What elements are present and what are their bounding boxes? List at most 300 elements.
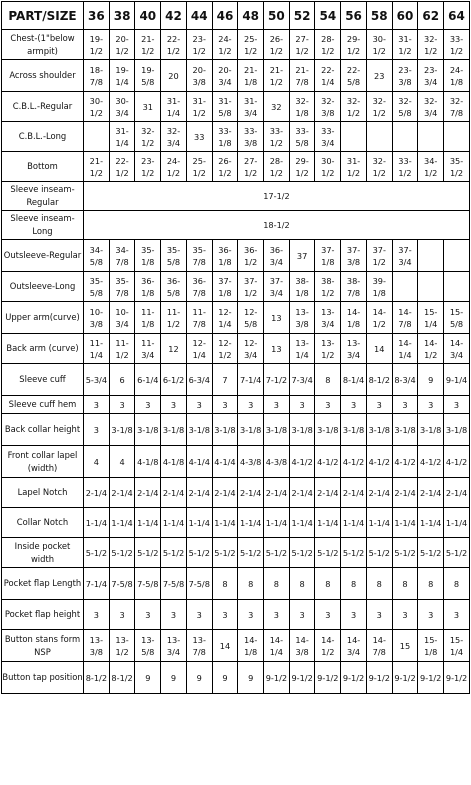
part-label: Button tap position	[2, 662, 84, 694]
measurement-value: 7-5/8	[186, 568, 212, 600]
measurement-row	[2, 364, 470, 396]
measurement-value: 30-1/2	[84, 92, 110, 122]
measurement-value: 2-1/4	[392, 478, 418, 508]
measurement-value: 13-1/4	[289, 334, 315, 364]
measurement-value: 20-3/8	[186, 60, 212, 92]
measurement-value: 4-1/8	[161, 446, 187, 478]
part-label: Pocket flap Length	[2, 568, 84, 600]
measurement-value: 36-3/4	[264, 240, 290, 272]
measurement-value: 31-5/8	[212, 92, 238, 122]
measurement-value-all-sizes: 18-1/2	[84, 211, 470, 240]
measurement-row	[2, 662, 470, 694]
measurement-value: 9-1/2	[289, 662, 315, 694]
measurement-value: 31-1/2	[186, 92, 212, 122]
measurement-value: 5-1/2	[341, 538, 367, 568]
measurement-value: 7-5/8	[109, 568, 135, 600]
measurement-value: 13	[264, 334, 290, 364]
measurement-value: 3-1/8	[315, 414, 341, 446]
part-label: Button stans form NSP	[2, 630, 84, 662]
measurement-value: 12-5/8	[238, 302, 264, 334]
measurement-value: 7	[212, 364, 238, 396]
measurement-value: 37-1/2	[238, 272, 264, 302]
measurement-value: 13-1/2	[315, 334, 341, 364]
measurement-value: 32-1/2	[366, 92, 392, 122]
measurement-value: 13	[264, 302, 290, 334]
part-label: C.B.L.-Long	[2, 122, 84, 152]
measurement-value: 8-1/2	[84, 662, 110, 694]
measurement-value: 23	[366, 60, 392, 92]
measurement-row	[2, 152, 470, 182]
measurement-value: 12-3/4	[238, 334, 264, 364]
measurement-value: 3	[392, 600, 418, 630]
measurement-value: 35-7/8	[186, 240, 212, 272]
measurement-value: 36-1/2	[238, 240, 264, 272]
size-header: 60	[392, 2, 418, 30]
measurement-value: 19-1/4	[109, 60, 135, 92]
measurement-row	[2, 182, 470, 211]
measurement-value: 8	[289, 568, 315, 600]
part-size-header: PART/SIZE	[2, 2, 84, 30]
measurement-value: 9-1/2	[392, 662, 418, 694]
part-label: Sleeve inseam-Long	[2, 211, 84, 240]
measurement-value: 3	[418, 600, 444, 630]
measurement-value: 3-1/8	[212, 414, 238, 446]
measurement-value: 3-1/8	[264, 414, 290, 446]
measurement-value	[392, 272, 418, 302]
measurement-value: 32-5/8	[392, 92, 418, 122]
measurement-value: 5-1/2	[418, 538, 444, 568]
measurement-row	[2, 240, 470, 272]
measurement-row	[2, 478, 470, 508]
measurement-value: 25-1/2	[238, 30, 264, 60]
measurement-value: 8	[341, 568, 367, 600]
measurement-value: 2-1/4	[109, 478, 135, 508]
measurement-value: 33-1/2	[264, 122, 290, 152]
part-label: Outsleeve-Long	[2, 272, 84, 302]
measurement-value: 3	[212, 396, 238, 414]
measurement-value: 9-1/2	[444, 662, 470, 694]
measurement-value: 4-1/8	[135, 446, 161, 478]
measurement-value: 28-1/2	[315, 30, 341, 60]
size-header: 58	[366, 2, 392, 30]
measurement-value: 2-1/4	[161, 478, 187, 508]
measurement-value: 2-1/4	[444, 478, 470, 508]
measurement-value: 32-3/4	[418, 92, 444, 122]
measurement-value: 34-5/8	[84, 240, 110, 272]
measurement-value: 11-1/2	[109, 334, 135, 364]
part-label: Sleeve inseam-Regular	[2, 182, 84, 211]
measurement-value: 3-1/8	[392, 414, 418, 446]
measurement-value: 2-1/4	[341, 478, 367, 508]
measurement-value: 14-7/8	[392, 302, 418, 334]
measurement-value	[418, 272, 444, 302]
measurement-value: 34-7/8	[109, 240, 135, 272]
measurement-value: 37-1/8	[212, 272, 238, 302]
measurement-value: 5-1/2	[186, 538, 212, 568]
measurement-value: 35-5/8	[84, 272, 110, 302]
measurement-value: 38-1/2	[315, 272, 341, 302]
size-header: 42	[161, 2, 187, 30]
measurement-value: 13-7/8	[186, 630, 212, 662]
measurement-value: 1-1/4	[366, 508, 392, 538]
measurement-value: 3-1/8	[135, 414, 161, 446]
measurement-value: 4-1/2	[366, 446, 392, 478]
measurement-value: 4-1/4	[186, 446, 212, 478]
measurement-value: 33-1/2	[444, 30, 470, 60]
measurement-value: 3	[135, 396, 161, 414]
measurement-value: 4	[109, 446, 135, 478]
measurement-value: 3	[289, 600, 315, 630]
measurement-value: 13-3/4	[315, 302, 341, 334]
measurement-value: 9-1/2	[315, 662, 341, 694]
measurement-value: 37-1/8	[315, 240, 341, 272]
measurement-row	[2, 568, 470, 600]
measurement-value: 3	[186, 600, 212, 630]
measurement-value: 3	[418, 396, 444, 414]
measurement-value: 12-1/4	[212, 302, 238, 334]
measurement-value: 5-1/2	[238, 538, 264, 568]
measurement-value: 32-7/8	[444, 92, 470, 122]
measurement-value: 21-1/2	[84, 152, 110, 182]
measurement-value: 2-1/4	[418, 478, 444, 508]
measurement-value: 37-1/2	[366, 240, 392, 272]
measurement-value: 4-3/8	[238, 446, 264, 478]
size-chart-table	[1, 1, 470, 694]
size-header: 54	[315, 2, 341, 30]
measurement-value: 11-1/4	[84, 334, 110, 364]
measurement-value: 1-1/4	[212, 508, 238, 538]
measurement-value: 14-3/4	[341, 630, 367, 662]
measurement-value: 9	[418, 364, 444, 396]
measurement-value: 3	[315, 600, 341, 630]
measurement-value: 26-1/2	[212, 152, 238, 182]
measurement-value: 20-1/2	[109, 30, 135, 60]
measurement-value: 3	[341, 396, 367, 414]
measurement-value: 2-1/4	[289, 478, 315, 508]
measurement-value: 13-3/8	[289, 302, 315, 334]
measurement-value: 2-1/4	[238, 478, 264, 508]
measurement-value: 3	[444, 600, 470, 630]
measurement-value: 14	[212, 630, 238, 662]
measurement-value: 8	[212, 568, 238, 600]
part-label: Across shoulder	[2, 60, 84, 92]
measurement-value: 6	[109, 364, 135, 396]
measurement-value: 14-7/8	[366, 630, 392, 662]
measurement-value: 38-7/8	[341, 272, 367, 302]
size-header: 62	[418, 2, 444, 30]
measurement-value: 25-1/2	[186, 152, 212, 182]
measurement-value: 2-1/4	[315, 478, 341, 508]
measurement-row	[2, 272, 470, 302]
measurement-value: 12-1/4	[186, 334, 212, 364]
measurement-value: 4-1/2	[444, 446, 470, 478]
size-header: 44	[186, 2, 212, 30]
measurement-value: 30-3/4	[109, 92, 135, 122]
measurement-value: 3	[238, 396, 264, 414]
measurement-value: 3-1/8	[366, 414, 392, 446]
measurement-value: 10-3/8	[84, 302, 110, 334]
measurement-value: 4	[84, 446, 110, 478]
measurement-value: 15-1/4	[444, 630, 470, 662]
measurement-value: 23-3/8	[392, 60, 418, 92]
measurement-value: 14-1/8	[341, 302, 367, 334]
size-header: 56	[341, 2, 367, 30]
measurement-value: 38-1/8	[289, 272, 315, 302]
measurement-value: 3-1/8	[289, 414, 315, 446]
part-label: Front collar lapel (width)	[2, 446, 84, 478]
measurement-row	[2, 396, 470, 414]
measurement-row	[2, 600, 470, 630]
measurement-value: 7-5/8	[161, 568, 187, 600]
size-header: 64	[444, 2, 470, 30]
measurement-value: 3-1/8	[161, 414, 187, 446]
measurement-value: 3	[392, 396, 418, 414]
measurement-value: 35-1/8	[135, 240, 161, 272]
measurement-value: 1-1/4	[315, 508, 341, 538]
measurement-value: 4-1/2	[392, 446, 418, 478]
measurement-value: 14-1/4	[264, 630, 290, 662]
measurement-value: 24-1/2	[161, 152, 187, 182]
measurement-value: 1-1/4	[84, 508, 110, 538]
measurement-value: 1-1/4	[238, 508, 264, 538]
measurement-value: 31-1/2	[392, 30, 418, 60]
measurement-value: 31-1/2	[341, 152, 367, 182]
measurement-value: 8-3/4	[392, 364, 418, 396]
measurement-row	[2, 446, 470, 478]
measurement-value: 12	[161, 334, 187, 364]
measurement-value: 28-1/2	[264, 152, 290, 182]
measurement-value	[418, 240, 444, 272]
measurement-value: 32-1/2	[135, 122, 161, 152]
size-header: 52	[289, 2, 315, 30]
measurement-value: 9	[238, 662, 264, 694]
measurement-value: 33-3/4	[315, 122, 341, 152]
measurement-value	[444, 272, 470, 302]
measurement-value: 5-1/2	[366, 538, 392, 568]
measurement-value: 20-3/4	[212, 60, 238, 92]
measurement-value: 14-3/8	[289, 630, 315, 662]
measurement-value: 3	[238, 600, 264, 630]
measurement-value: 32-1/2	[366, 152, 392, 182]
measurement-value: 2-1/4	[135, 478, 161, 508]
part-label: Upper arm(curve)	[2, 302, 84, 334]
measurement-value: 4-3/8	[264, 446, 290, 478]
measurement-value: 33-1/8	[212, 122, 238, 152]
measurement-value: 23-3/4	[418, 60, 444, 92]
measurement-value: 15-1/8	[418, 630, 444, 662]
measurement-value: 14-1/4	[392, 334, 418, 364]
part-label: Sleeve cuff	[2, 364, 84, 396]
measurement-value: 2-1/4	[84, 478, 110, 508]
measurement-value: 8-1/4	[341, 364, 367, 396]
measurement-value: 1-1/4	[289, 508, 315, 538]
measurement-value: 2-1/4	[186, 478, 212, 508]
measurement-value	[84, 122, 110, 152]
measurement-value: 3	[84, 396, 110, 414]
part-label: C.B.L.-Regular	[2, 92, 84, 122]
measurement-row	[2, 334, 470, 364]
measurement-value: 5-1/2	[109, 538, 135, 568]
measurement-value: 19-5/8	[135, 60, 161, 92]
measurement-value: 27-1/2	[289, 30, 315, 60]
measurement-value: 1-1/4	[264, 508, 290, 538]
measurement-row	[2, 30, 470, 60]
measurement-value: 35-7/8	[109, 272, 135, 302]
measurement-value: 35-1/2	[444, 152, 470, 182]
measurement-value: 14-1/8	[238, 630, 264, 662]
measurement-value: 3	[186, 396, 212, 414]
measurement-row	[2, 508, 470, 538]
size-header: 46	[212, 2, 238, 30]
header-row	[2, 2, 470, 30]
measurement-value: 23-1/2	[186, 30, 212, 60]
measurement-value: 3	[444, 396, 470, 414]
measurement-value: 31-3/4	[238, 92, 264, 122]
measurement-value: 37-3/4	[264, 272, 290, 302]
measurement-value: 6-1/4	[135, 364, 161, 396]
measurement-value: 29-1/2	[289, 152, 315, 182]
measurement-row	[2, 92, 470, 122]
part-label: Outsleeve-Regular	[2, 240, 84, 272]
measurement-value: 9	[135, 662, 161, 694]
measurement-value: 5-1/2	[84, 538, 110, 568]
measurement-value: 9-1/2	[264, 662, 290, 694]
measurement-value: 3	[212, 600, 238, 630]
measurement-value: 35-5/8	[161, 240, 187, 272]
measurement-value: 14-1/2	[315, 630, 341, 662]
measurement-value	[444, 122, 470, 152]
measurement-value: 3	[366, 600, 392, 630]
measurement-row	[2, 538, 470, 568]
measurement-value: 9	[161, 662, 187, 694]
measurement-value: 3	[109, 600, 135, 630]
measurement-value	[392, 122, 418, 152]
measurement-value: 33-1/2	[392, 152, 418, 182]
measurement-value: 24-1/2	[212, 30, 238, 60]
measurement-row	[2, 60, 470, 92]
measurement-row	[2, 211, 470, 240]
part-label: Chest-(1"below armpit)	[2, 30, 84, 60]
size-header: 48	[238, 2, 264, 30]
measurement-value: 24-1/8	[444, 60, 470, 92]
measurement-value: 13-3/4	[161, 630, 187, 662]
measurement-value: 5-1/2	[444, 538, 470, 568]
measurement-value: 32-1/2	[341, 92, 367, 122]
part-label: Lapel Notch	[2, 478, 84, 508]
measurement-value: 8	[315, 568, 341, 600]
measurement-value: 1-1/4	[186, 508, 212, 538]
measurement-value: 30-1/2	[315, 152, 341, 182]
measurement-value: 15-5/8	[444, 302, 470, 334]
measurement-value: 36-1/8	[212, 240, 238, 272]
measurement-value: 4-1/2	[418, 446, 444, 478]
measurement-value: 7-1/4	[84, 568, 110, 600]
measurement-value: 21-7/8	[289, 60, 315, 92]
measurement-value: 1-1/4	[418, 508, 444, 538]
measurement-value-all-sizes: 17-1/2	[84, 182, 470, 211]
measurement-value: 4-1/4	[212, 446, 238, 478]
measurement-value: 33-3/8	[238, 122, 264, 152]
measurement-value: 1-1/4	[161, 508, 187, 538]
measurement-value: 26-1/2	[264, 30, 290, 60]
measurement-value: 31	[135, 92, 161, 122]
measurement-value	[444, 240, 470, 272]
measurement-value: 3-1/8	[238, 414, 264, 446]
measurement-value: 1-1/4	[135, 508, 161, 538]
measurement-value: 8	[238, 568, 264, 600]
measurement-value: 3	[315, 396, 341, 414]
measurement-value: 14-1/2	[418, 334, 444, 364]
measurement-value: 29-1/2	[341, 30, 367, 60]
measurement-value: 3	[161, 600, 187, 630]
measurement-value: 3	[135, 600, 161, 630]
measurement-value: 4-1/2	[289, 446, 315, 478]
measurement-value: 8	[418, 568, 444, 600]
measurement-value: 4-1/2	[315, 446, 341, 478]
measurement-value: 8	[392, 568, 418, 600]
measurement-value: 14	[366, 334, 392, 364]
measurement-value: 3	[84, 414, 110, 446]
measurement-value: 19-1/2	[84, 30, 110, 60]
measurement-value	[341, 122, 367, 152]
measurement-value: 9-1/2	[341, 662, 367, 694]
size-header: 40	[135, 2, 161, 30]
measurement-value: 20	[161, 60, 187, 92]
measurement-value: 8	[444, 568, 470, 600]
measurement-row	[2, 302, 470, 334]
size-header: 38	[109, 2, 135, 30]
size-header: 50	[264, 2, 290, 30]
measurement-value: 4-1/2	[341, 446, 367, 478]
measurement-row	[2, 414, 470, 446]
measurement-value: 3-1/8	[186, 414, 212, 446]
measurement-value: 5-1/2	[315, 538, 341, 568]
measurement-value: 8-1/2	[366, 364, 392, 396]
measurement-value: 33-5/8	[289, 122, 315, 152]
measurement-value: 36-5/8	[161, 272, 187, 302]
part-label: Sleeve cuff hem	[2, 396, 84, 414]
measurement-value	[418, 122, 444, 152]
measurement-value: 32-1/2	[418, 30, 444, 60]
measurement-value: 3	[161, 396, 187, 414]
measurement-value: 3-1/8	[109, 414, 135, 446]
part-label: Pocket flap height	[2, 600, 84, 630]
measurement-value: 8	[315, 364, 341, 396]
part-label: Collar Notch	[2, 508, 84, 538]
measurement-value: 32-3/4	[161, 122, 187, 152]
measurement-value: 15	[392, 630, 418, 662]
measurement-value: 12-1/2	[212, 334, 238, 364]
measurement-value: 31-1/4	[109, 122, 135, 152]
measurement-value: 14-3/4	[444, 334, 470, 364]
measurement-value: 34-1/2	[418, 152, 444, 182]
measurement-value: 23-1/2	[135, 152, 161, 182]
measurement-value: 13-5/8	[135, 630, 161, 662]
measurement-value: 14-1/2	[366, 302, 392, 334]
measurement-value: 1-1/4	[341, 508, 367, 538]
measurement-value: 6-1/2	[161, 364, 187, 396]
measurement-value: 13-3/8	[84, 630, 110, 662]
measurement-value: 5-1/2	[392, 538, 418, 568]
measurement-value: 2-1/4	[264, 478, 290, 508]
measurement-value: 3-1/8	[341, 414, 367, 446]
part-label: Bottom	[2, 152, 84, 182]
measurement-value: 9	[212, 662, 238, 694]
measurement-value: 7-1/2	[264, 364, 290, 396]
measurement-value: 11-1/8	[135, 302, 161, 334]
measurement-value: 3	[109, 396, 135, 414]
measurement-value: 1-1/4	[392, 508, 418, 538]
